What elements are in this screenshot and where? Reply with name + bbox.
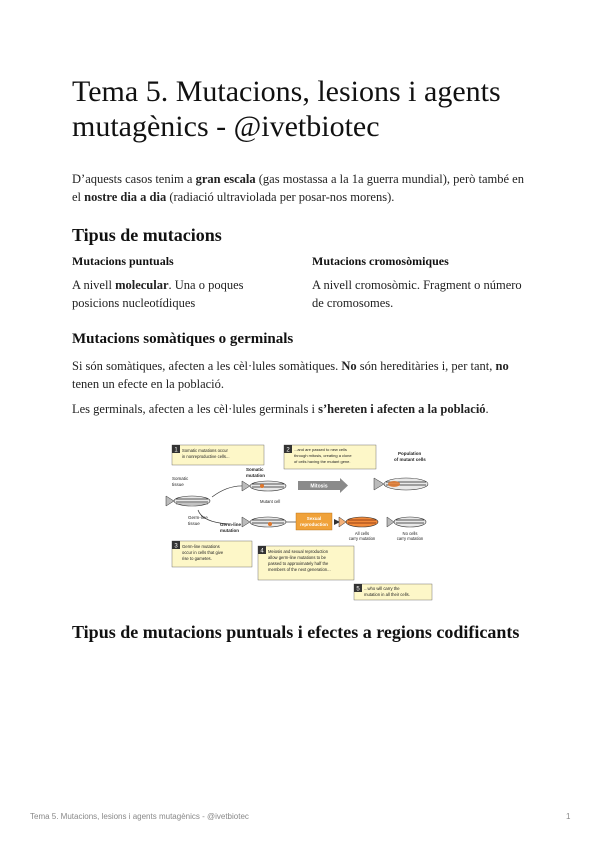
callout-1-line-1: Somatic mutations occur [182, 448, 228, 453]
col-text-cromosomiques: A nivell cromosòmic. Fragment o número de cromosomes. [312, 278, 522, 310]
germline-fish-mutant-spot [268, 522, 272, 526]
callout-3-line-1: Germ-line mutations [182, 544, 220, 549]
mitosis-label: Mitosis [310, 483, 328, 490]
callout-3-number: 3 [174, 543, 178, 550]
callout-4-line-3: passed to approximately half the [268, 561, 329, 566]
page-number: 1 [566, 812, 571, 821]
callout-5-line-1: ...who will carry the [364, 586, 400, 591]
callout-2 [284, 445, 376, 469]
population-label-2: of mutant cells [394, 457, 426, 462]
somatic-text-2: són hereditàries i, per tant, [356, 359, 496, 373]
callout-3-line-3: rise to gametes. [182, 556, 212, 561]
intro-bold-2: nostre dia a dia [84, 190, 167, 204]
col-title-cromosomiques: Mutacions cromosòmiques [312, 254, 449, 268]
col1-text-2: . Una o poques posicions nucleotídiques [72, 278, 244, 310]
repro-label-1: Sexual [306, 516, 322, 521]
repro-label-2: reproduction [300, 522, 328, 527]
intro-text-3: (radiació ultraviolada per posar-nos morens). [166, 190, 395, 204]
germline-tissue-label-2: tissue [188, 521, 200, 526]
intro-text-1: D’aquests casos tenim a [72, 172, 196, 186]
all-cells-label-1: All cells [354, 531, 370, 536]
no-cells-label-1: No cells [402, 531, 418, 536]
callout-2-number: 2 [286, 447, 290, 454]
page-footer: Tema 5. Mutacions, lesions i agents mutagènics - @ivetbiotec [30, 812, 249, 821]
somatic-text-3: tenen un efecte en la població. [72, 377, 225, 391]
callout-2-line-1: ...and are passed to new cells [294, 447, 347, 452]
callout-4-line-1: Meiosis and sexual reproduction [268, 549, 329, 554]
callout-4-line-2: allow germ-line mutations to be [268, 555, 326, 560]
offspring-mutant-body [346, 517, 378, 527]
callout-4-number: 4 [260, 548, 264, 555]
somatic-fish-body [250, 481, 286, 491]
callout-5-line-2: mutation in all their cells. [364, 592, 410, 597]
germline-bold: s’hereten i afecten a la població [318, 402, 486, 416]
callout-5 [354, 584, 432, 600]
germline-tissue-label-1: Germ-line [188, 515, 208, 520]
callout-4-line-4: members of the next generation... [268, 567, 331, 572]
somatic-mutation-label-1: Somatic [246, 467, 264, 472]
col-title-puntuals: Mutacions puntuals [72, 254, 174, 268]
callout-1 [172, 445, 264, 465]
mutant-cell-label: Mutant cell [260, 499, 281, 504]
somatic-paragraph [72, 357, 532, 393]
callout-2-line-3: of cells having the mutant gene. [294, 459, 351, 464]
col1-text-1: A nivell [72, 278, 116, 292]
callout-5-number: 5 [356, 586, 360, 593]
somatic-text-1: Si són somàtiques, afecten a les cèl·lules somàtiques. [72, 359, 342, 373]
origin-fish-body [174, 496, 210, 506]
germline-mutation-label-2: mutation [220, 528, 239, 533]
intro-bold-1: gran escala [195, 172, 256, 186]
callout-2-line-2: through mitosis, creating a clone [294, 453, 352, 458]
germline-text-1: Les germinals, afecten a les cèl·lules germinals i [72, 402, 319, 416]
callout-3-line-2: occur in cells that give [182, 550, 224, 555]
intro-text-2: (gas mostassa a la 1a guerra mundial), però també en el [72, 172, 524, 204]
somatic-bold-2: no [495, 359, 509, 373]
page-title: Tema 5. Mutacions, lesions i agents mutagènics - @ivetbiotec [72, 75, 501, 143]
intro-paragraph [72, 170, 532, 206]
germline-mutation-label-1: Germ-line [220, 522, 242, 527]
somatic-tissue-label-1: Somatic [172, 476, 189, 481]
callout-1-number: 1 [174, 447, 178, 454]
somatic-bold-1: No [341, 359, 357, 373]
heading-mutacions-puntuals: Tipus de mutacions puntuals i efectes a regions codificants [72, 622, 520, 642]
population-fish-mutant-patch [388, 481, 400, 487]
col1-bold: molecular [115, 278, 169, 292]
somatic-mutation-label-2: mutation [246, 473, 265, 478]
heading-somatiques-germinals: Mutacions somàtiques o germinals [72, 331, 294, 347]
somatic-tissue-label-2: tissue [172, 482, 184, 487]
offspring-normal-body [394, 517, 426, 527]
callout-3 [172, 541, 252, 567]
no-cells-label-2: carry mutation [396, 536, 424, 541]
population-label-1: Population [398, 451, 422, 456]
germline-paragraph [72, 400, 532, 418]
callout-1-line-2: in nonreproductive cells... [182, 454, 230, 459]
all-cells-label-2: carry mutation [348, 536, 376, 541]
col-text-puntuals [72, 276, 282, 312]
callout-4 [258, 546, 354, 580]
heading-tipus-mutacions: Tipus de mutacions [72, 225, 222, 245]
mutation-diagram [158, 440, 442, 602]
germline-text-2: . [485, 402, 489, 416]
somatic-fish-mutant-spot [260, 484, 264, 488]
germline-fish-body [250, 517, 286, 527]
